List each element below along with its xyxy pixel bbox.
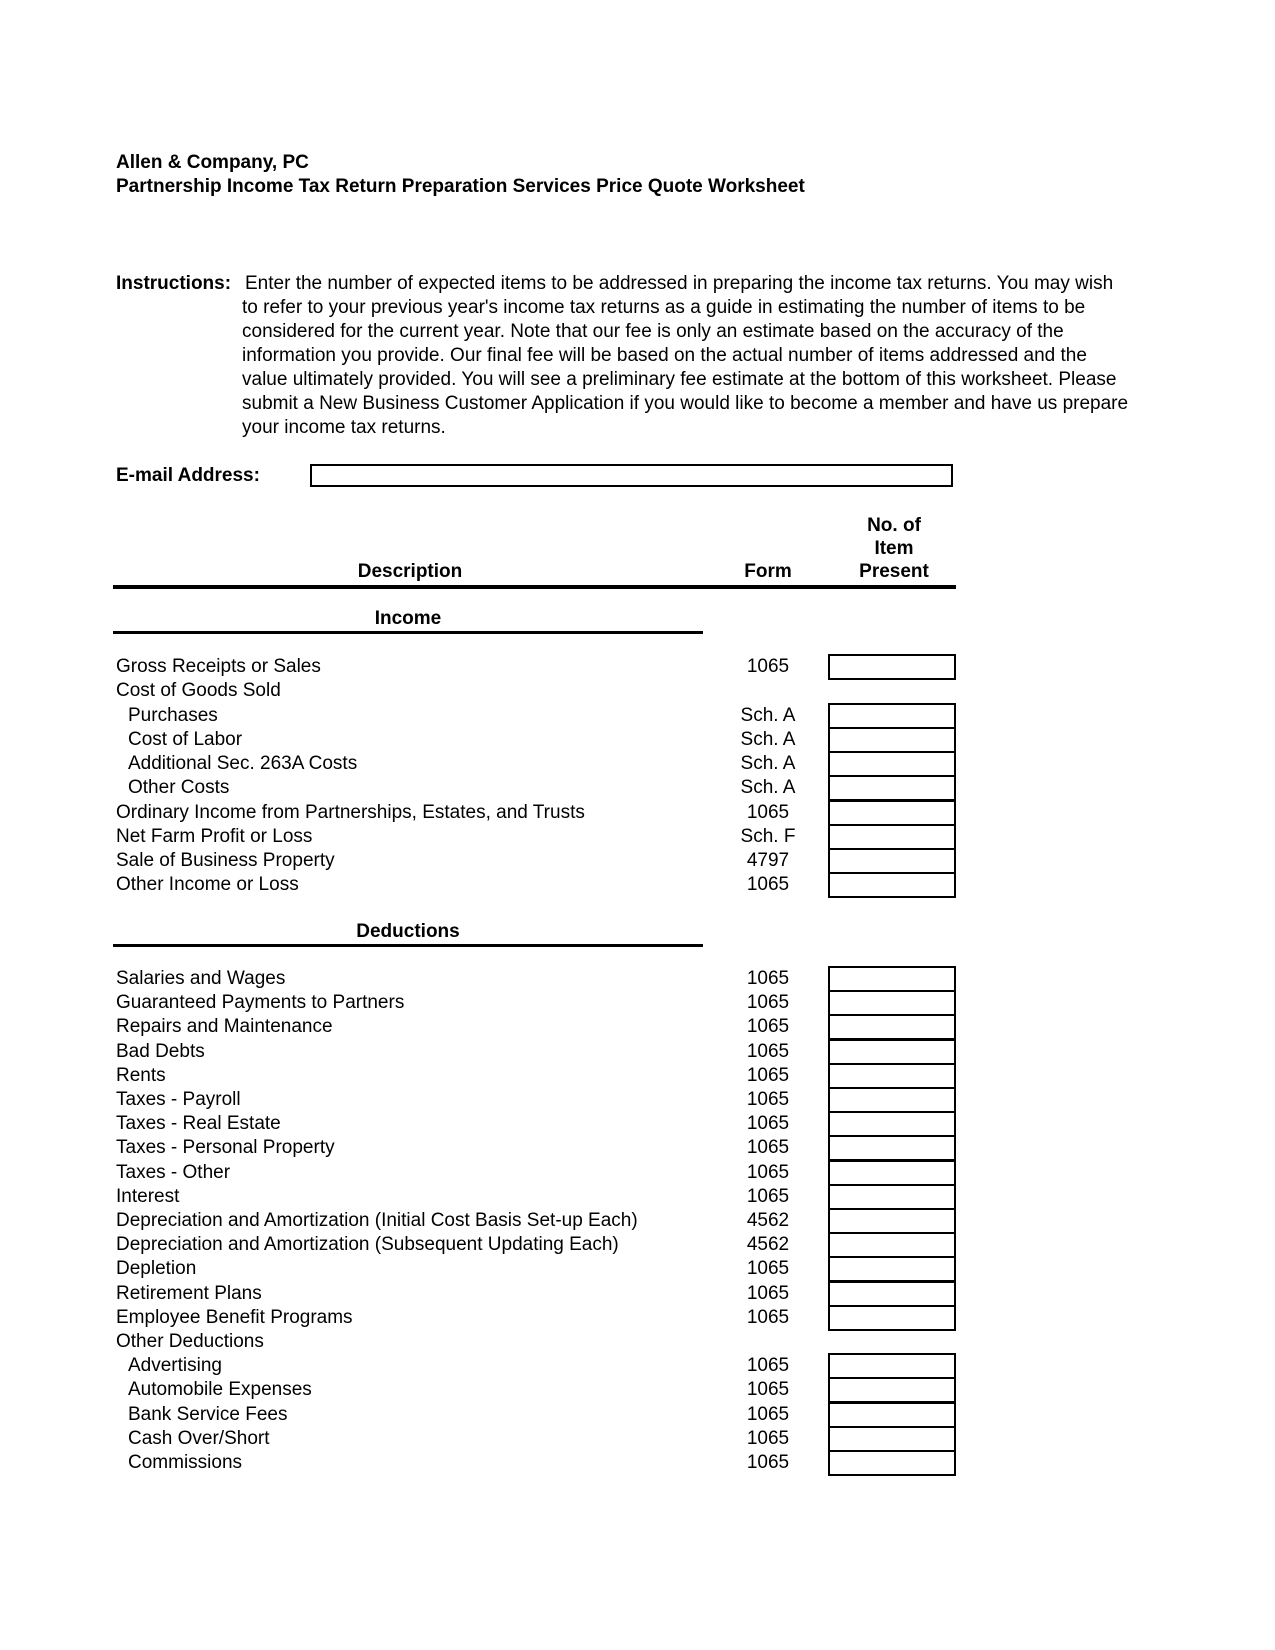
row-description: Repairs and Maintenance <box>116 1016 333 1038</box>
row-form: 1065 <box>746 1427 790 1449</box>
instructions-line: value ultimately provided. You will see a preliminary fee estimate at the bottom of this worksheet. Please <box>242 369 1117 390</box>
row-form: 1065 <box>746 1355 790 1377</box>
income-row <box>116 655 956 679</box>
item-count-input[interactable] <box>828 775 956 801</box>
deduction-row <box>116 1306 956 1330</box>
deduction-row <box>116 1378 956 1402</box>
column-header-form: Form <box>744 561 792 582</box>
section-title-income: Income <box>374 608 442 629</box>
item-count-input[interactable] <box>828 1402 956 1428</box>
row-form: 1065 <box>746 1161 790 1183</box>
section-rule-deductions <box>113 944 703 947</box>
deduction-row <box>116 1403 956 1427</box>
row-description: Sale of Business Property <box>116 850 335 871</box>
row-form: Sch. A <box>740 777 796 799</box>
row-form: 4562 <box>746 1210 790 1231</box>
item-count-input[interactable] <box>828 824 956 850</box>
deduction-row <box>116 1330 956 1354</box>
row-description: Ordinary Income from Partnerships, Estates, and Trusts <box>116 801 585 823</box>
row-description: Interest <box>116 1185 180 1207</box>
row-form: 1065 <box>746 801 790 823</box>
item-count-input[interactable] <box>828 703 956 729</box>
item-count-input[interactable] <box>828 872 956 898</box>
deduction-row <box>116 1112 956 1136</box>
income-row <box>116 825 956 849</box>
deduction-row <box>116 1209 956 1233</box>
deduction-row <box>116 1040 956 1064</box>
row-description: Depreciation and Amortization (Subsequent Updating Each) <box>116 1234 619 1256</box>
row-form: Sch. F <box>740 825 796 847</box>
row-form: 1065 <box>746 1403 790 1425</box>
income-row <box>116 849 956 873</box>
instructions-line: to refer to your previous year's income tax returns as a guide in estimating the number of items to be <box>242 297 1086 318</box>
row-description: Bank Service Fees <box>128 1403 288 1425</box>
row-form: 1065 <box>746 1040 790 1062</box>
row-description: Cash Over/Short <box>128 1427 270 1449</box>
income-row <box>116 704 956 728</box>
email-input[interactable] <box>310 464 953 487</box>
item-count-input[interactable] <box>828 966 956 992</box>
item-count-input[interactable] <box>828 1014 956 1040</box>
deduction-row <box>116 1136 956 1160</box>
item-count-input[interactable] <box>828 1208 956 1234</box>
instructions-line: your income tax returns. <box>242 417 446 438</box>
deduction-row <box>116 1257 956 1281</box>
item-count-input[interactable] <box>828 1111 956 1137</box>
deduction-row <box>116 991 956 1015</box>
item-count-input[interactable] <box>828 1256 956 1282</box>
row-description: Taxes - Personal Property <box>116 1137 335 1159</box>
row-form: 1065 <box>746 1113 790 1135</box>
deduction-row <box>116 1088 956 1112</box>
deduction-row <box>116 967 956 991</box>
item-count-input[interactable] <box>828 990 956 1016</box>
item-count-input[interactable] <box>828 1135 956 1161</box>
instructions-label: Instructions: <box>116 273 232 294</box>
item-count-input[interactable] <box>828 751 956 777</box>
email-label: E-mail Address: <box>116 465 260 486</box>
deduction-row <box>116 1185 956 1209</box>
row-description: Depletion <box>116 1258 197 1280</box>
row-form: 4797 <box>746 850 790 871</box>
worksheet-title: Partnership Income Tax Return Preparation Services Price Quote Worksheet <box>116 176 805 197</box>
row-form: 1065 <box>746 1282 790 1304</box>
row-description: Rents <box>116 1064 166 1086</box>
income-row <box>116 752 956 776</box>
row-description: Taxes - Payroll <box>116 1089 241 1110</box>
row-description: Cost of Goods Sold <box>116 680 281 702</box>
column-header-count-line: Item <box>874 538 914 559</box>
item-count-input[interactable] <box>828 1281 956 1307</box>
row-form: 1065 <box>746 1185 790 1207</box>
item-count-input[interactable] <box>828 1160 956 1186</box>
row-form: 1065 <box>746 1089 790 1110</box>
row-form: 1065 <box>746 992 790 1014</box>
column-header-count <box>828 514 960 583</box>
deduction-row <box>116 1354 956 1378</box>
row-form: 1065 <box>746 1452 790 1473</box>
row-form: 1065 <box>746 1064 790 1086</box>
row-form: 4562 <box>746 1234 790 1256</box>
column-header-count-line: Present <box>859 561 929 582</box>
column-header-description: Description <box>357 561 463 582</box>
row-form: 1065 <box>746 1137 790 1159</box>
deduction-row <box>116 1233 956 1257</box>
row-description: Taxes - Real Estate <box>116 1113 281 1135</box>
deduction-row <box>116 1064 956 1088</box>
row-description: Gross Receipts or Sales <box>116 656 321 677</box>
row-description: Bad Debts <box>116 1040 205 1062</box>
income-row <box>116 873 956 897</box>
row-form: Sch. A <box>740 704 796 726</box>
item-count-input[interactable] <box>828 800 956 826</box>
item-count-input[interactable] <box>828 727 956 753</box>
income-row <box>116 801 956 825</box>
row-form: Sch. A <box>740 753 796 774</box>
instructions-line: Enter the number of expected items to be addressed in preparing the income tax returns. You may wish <box>245 273 1114 294</box>
deduction-row <box>116 1451 956 1475</box>
row-description: Salaries and Wages <box>116 968 286 989</box>
row-description: Purchases <box>128 704 218 726</box>
column-header-count-line: No. of <box>867 515 921 536</box>
item-count-input[interactable] <box>828 1087 956 1113</box>
row-description: Depreciation and Amortization (Initial Cost Basis Set-up Each) <box>116 1210 638 1231</box>
item-count-input[interactable] <box>828 654 956 680</box>
instructions-line: submit a New Business Customer Application if you would like to become a member and have us prepare <box>242 393 1129 414</box>
section-title-deductions: Deductions <box>356 921 460 942</box>
deduction-row <box>116 1282 956 1306</box>
item-count-input[interactable] <box>828 1426 956 1452</box>
row-description: Commissions <box>128 1452 243 1473</box>
row-form: 1065 <box>746 1306 790 1328</box>
row-description: Employee Benefit Programs <box>116 1306 353 1328</box>
row-form: 1065 <box>746 968 790 989</box>
row-form: Sch. A <box>740 728 796 750</box>
row-description: Other Income or Loss <box>116 874 299 896</box>
row-form: 1065 <box>746 1379 790 1401</box>
item-count-input[interactable] <box>828 1039 956 1065</box>
row-form: 1065 <box>746 1258 790 1280</box>
row-description: Taxes - Other <box>116 1161 231 1183</box>
item-count-input[interactable] <box>828 1232 956 1258</box>
row-description: Automobile Expenses <box>128 1379 312 1401</box>
item-count-input[interactable] <box>828 1184 956 1210</box>
row-description: Additional Sec. 263A Costs <box>128 753 358 774</box>
row-form: 1065 <box>746 656 790 677</box>
income-row <box>116 728 956 752</box>
instructions-line: considered for the current year. Note that our fee is only an estimate based on the accuracy of the <box>242 321 1064 342</box>
item-count-input[interactable] <box>828 1353 956 1379</box>
deduction-row <box>116 1427 956 1451</box>
instructions-line: information you provide. Our final fee will be based on the actual number of items addressed and the <box>242 345 1087 366</box>
income-row <box>116 679 956 703</box>
income-row <box>116 776 956 800</box>
item-count-input[interactable] <box>828 1305 956 1331</box>
section-rule-income <box>113 631 703 634</box>
item-count-input[interactable] <box>828 1063 956 1089</box>
row-form: 1065 <box>746 874 790 896</box>
row-description: Advertising <box>128 1355 222 1377</box>
item-count-input[interactable] <box>828 1377 956 1403</box>
row-description: Cost of Labor <box>128 728 243 750</box>
company-name: Allen & Company, PC <box>116 152 309 173</box>
header-rule <box>113 585 956 589</box>
deduction-row <box>116 1015 956 1039</box>
instructions-text <box>242 272 1128 440</box>
item-count-input[interactable] <box>828 1450 956 1476</box>
row-form: 1065 <box>746 1016 790 1038</box>
deduction-row <box>116 1161 956 1185</box>
row-description: Retirement Plans <box>116 1282 262 1304</box>
row-description: Net Farm Profit or Loss <box>116 825 313 847</box>
row-description: Guaranteed Payments to Partners <box>116 992 405 1014</box>
row-description: Other Costs <box>128 777 230 799</box>
item-count-input[interactable] <box>828 848 956 874</box>
row-description: Other Deductions <box>116 1331 264 1352</box>
